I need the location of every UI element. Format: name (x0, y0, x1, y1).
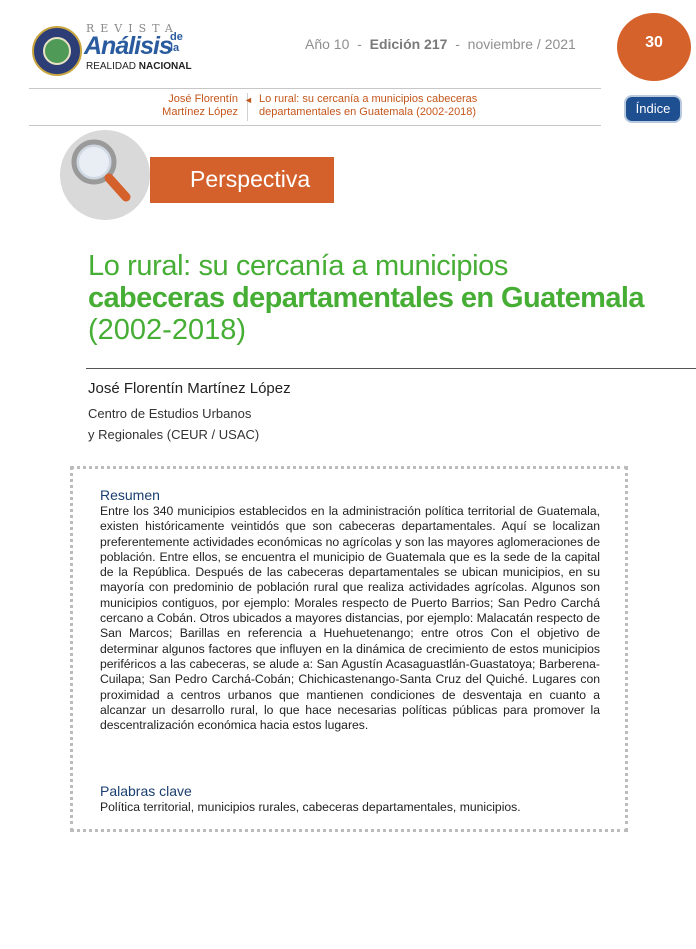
article-title-line1: Lo rural: su cercanía a municipios (88, 250, 508, 282)
logo-analisis: Análisis (84, 32, 172, 60)
author-rule (86, 368, 696, 369)
keywords-heading: Palabras clave (100, 783, 192, 799)
abstract-text: Entre los 340 municipios establecidos en la administración política territorial de Guatemala, existen históricamente veintidós que son cabeceras departamentales. Aquí se localizan preferentemente actividades económicas no agrícolas y son las mayores aglomeraciones de población. Entre ellos, se encuentra el municipio de Guatemala que es la sede de la capital de la República. Después de las cabeceras departamentales se ubican municipios, en su mayoría con predominio de población rural que realiza actividades agrícolas. Algunos son municipios contiguos, por ejemplo: Morales respecto de Puerto Barrios; San Pedro Carchá cercano a Cobán. Otros ubicados a mayores distancias, por ejemplo: Malacatán respecto de San Marcos; Barillas en referencia a Huehuetenango; entre otros Con el objetivo de determinar algunos factores que influyen en la dinámica de crecimiento de estos municipios periféricos a las cabeceras, se alude a: San Agustín Acasaguastlán-Guastatoya; Barberena-Cuilapa; San Pedro Carchá-Cobán; Chichicastenango-Santa Cruz del Quiché. Lugares con proximidad a centros urbanos que mantienen condiciones de desventaja en cuanto a alcanzar un desarrollo rural, lo que hace necesarias políticas públicas para promover la descentralización económica hacia estos lugares. (100, 504, 600, 733)
logo-revista: REVISTA (86, 22, 179, 35)
keywords-text: Política territorial, municipios rurales, cabeceras departamentales, municipios. (100, 800, 521, 814)
issue-year: Año 10 (305, 36, 350, 52)
logo-de-la: de la (170, 31, 183, 54)
article-author: José Florentín Martínez López (88, 380, 291, 397)
index-button[interactable]: Índice (626, 97, 680, 121)
magazine-logo (32, 20, 192, 78)
issue-info: Año 10 - Edición 217 - noviembre / 2021 (305, 36, 576, 52)
article-title-line2: cabeceras departamentales en Guatemala (88, 282, 644, 314)
header-divider-bottom (29, 125, 601, 126)
abstract-heading: Resumen (100, 487, 160, 503)
running-title[interactable]: Lo rural: su cercanía a municipios cabeceras departamentales en Guatemala (2002-2018) (259, 93, 478, 118)
coat-of-arms-icon (32, 26, 82, 76)
logo-realidad-nacional: REALIDAD NACIONAL (86, 61, 192, 72)
page-number-badge: 30 (617, 13, 691, 81)
section-label: Perspectiva (190, 166, 311, 192)
arrow-left-icon: ◄ (244, 95, 253, 105)
article-title-line3: (2002-2018) (88, 314, 246, 346)
issue-date: noviembre / 2021 (467, 36, 576, 52)
header-divider-top (29, 88, 601, 89)
author-institution: Centro de Estudios Urbanos y Regionales (CEUR / USAC) (88, 406, 260, 442)
magnifier-icon (58, 128, 152, 222)
issue-edition: Edición 217 (369, 36, 448, 52)
running-author[interactable]: José Florentín Martínez López (162, 93, 238, 118)
